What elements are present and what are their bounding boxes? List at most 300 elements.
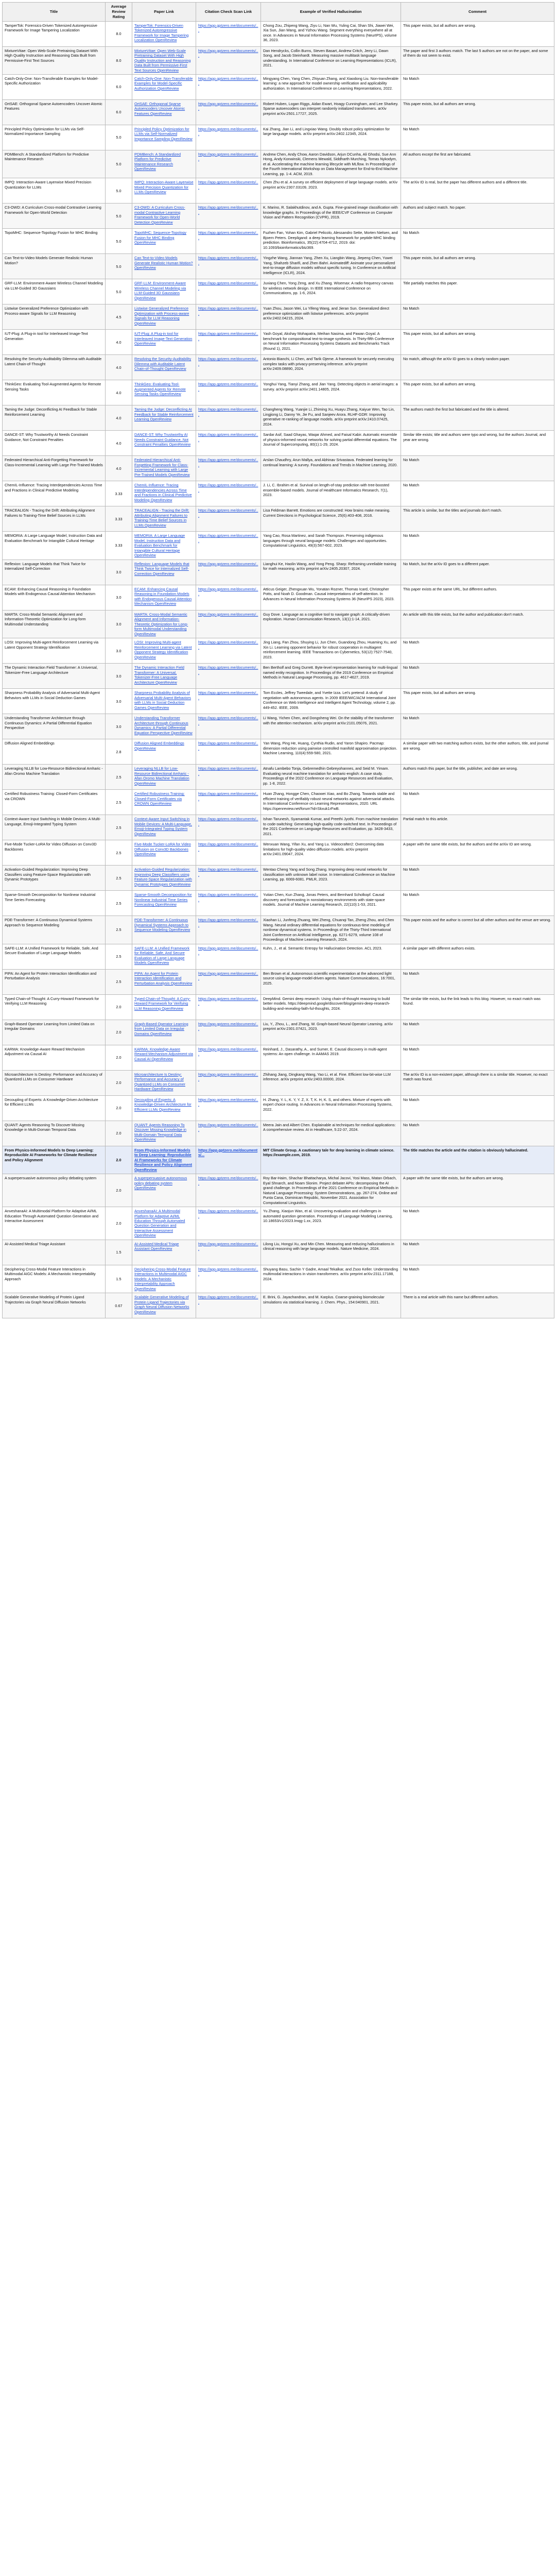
cell-citation-link-text[interactable]: https://app.gptzero.me/documents/...: [198, 1209, 258, 1218]
cell-comment: The title matches the article and the citation is obviously hallucinated.: [401, 1146, 554, 1174]
cell-citation-link[interactable]: [196, 481, 261, 506]
cell-paper-link-text[interactable]: From Physics-Informed Models to Deep Learning: Reproducible AI Frameworks for Climate Resilience and Policy Alignment OpenReview: [134, 1147, 193, 1172]
cell-citation-link[interactable]: [196, 21, 261, 46]
cell-paper-link[interactable]: [132, 1207, 196, 1240]
cell-paper-link[interactable]: [132, 355, 196, 380]
cell-rating: 5.0: [106, 125, 132, 150]
cell-citation-link-text[interactable]: https://app.gptzero.me/documents/...: [198, 892, 258, 902]
cell-paper-link-text[interactable]: Catch-Only-One: Non-Transferable Examples for Model-Specific Authorization OpenReview: [134, 76, 193, 91]
table-row: [3, 815, 554, 840]
cell-citation-link[interactable]: [196, 944, 261, 969]
cell-comment: No Match: [401, 866, 554, 891]
cell-paper-link[interactable]: [132, 765, 196, 790]
cell-example: K. Marino, R. Salakhutdinov, and A. Gupta. Fine-grained image classification with knowledge graphs. In Proceedings of the IEEE/CVF Conference on Computer Vision and Pattern Recognition (CVPR), 2019.: [261, 204, 401, 229]
cell-paper-link-text[interactable]: Context-Aware Input Switching in Mobile Devices: A Multi-Language, Emoji-Integrated Typing System OpenReview: [134, 817, 192, 836]
cell-citation-link-text[interactable]: https://app.gptzero.me/documents/...: [198, 483, 258, 493]
cell-citation-link-text[interactable]: https://app.gptzero.me/documents/...: [198, 76, 258, 86]
cell-paper-link[interactable]: [132, 178, 196, 204]
cell-citation-link[interactable]: [196, 178, 261, 204]
cell-citation-link-text[interactable]: https://app.gptzero.me/documents/...: [198, 306, 258, 316]
cell-citation-link[interactable]: [196, 840, 261, 866]
cell-paper-link[interactable]: [132, 714, 196, 739]
cell-citation-link[interactable]: [196, 739, 261, 765]
cell-citation-link[interactable]: [196, 916, 261, 944]
cell-paper-link[interactable]: [132, 664, 196, 689]
cell-citation-link-text[interactable]: https://app.gptzero.me/documents/...: [198, 1097, 258, 1107]
cell-paper-link[interactable]: [132, 46, 196, 74]
cell-paper-link[interactable]: [132, 916, 196, 944]
cell-title: Catch-Only-One: Non-Transferable Examples for Model-Specific Authorization: [3, 75, 106, 100]
cell-rating: 3.0: [106, 585, 132, 610]
cell-citation-link[interactable]: [196, 100, 261, 125]
cell-citation-link-text[interactable]: https://app.gptzero.me/documents/...: [198, 1241, 258, 1251]
cell-citation-link[interactable]: [196, 689, 261, 714]
cell-citation-link[interactable]: [196, 815, 261, 840]
cell-citation-link[interactable]: [196, 664, 261, 689]
cell-example: Roy Bar-Haim, Shachar Bhattacharya, Michal Jacovi, Yosi Mass, Matan Orbach, Eyal Shnarch, and Noam Slonim. Project debater APIs: decomposing the AI grand challenge. In Proceedings of the 2021 Conference on Empirical Methods in Natural Language Processing: System Demonstrations, pp. 267-274, Online and Punta Cana, Dominican Republic, November 2021. Association for Computational Linguistics.: [261, 1174, 401, 1207]
cell-example: Reinhard, J., Dasarathy, A., and Sumer, E. Causal discovery in multi-agent systems: An open challenge. In AAMAS 2019.: [261, 1045, 401, 1070]
cell-citation-link[interactable]: [196, 1020, 261, 1045]
cell-title: From Physics-Informed Models to Deep Learning: Reproducible AI Frameworks for Climate Resilience and Policy Alignment: [3, 1146, 106, 1174]
cell-paper-link[interactable]: [132, 229, 196, 254]
cell-paper-link-text[interactable]: Can Text-to-Video Models Generate Realistic Human Motion? OpenReview: [134, 256, 193, 270]
cell-citation-link-text[interactable]: https://app.gptzero.me/documents/...: [198, 407, 258, 417]
cell-paper-link[interactable]: [132, 405, 196, 431]
cell-paper-link-text[interactable]: Sparse-Smooth Decomposition for Nonlinear Industrial Time Series Forecasting OpenReview: [134, 892, 192, 907]
cell-citation-link-text[interactable]: https://app.gptzero.me/documents/...: [198, 432, 258, 442]
cell-title: QUANT: Agents Reasoning To Discover Missing Knowledge in Multi-Domain Temporal Data: [3, 1121, 106, 1146]
cell-example: Liu, Y., Zhou, L., and Zhang, W. Graph-based Neural Operator Learning. arXiv preprint arXiv:2301.07421, 2023.: [261, 1020, 401, 1045]
cell-paper-link[interactable]: [132, 1174, 196, 1207]
cell-comment: The paper and first 3 authors match. The last 5 authors are not on the paper, and some of them do not seem to exist.: [401, 46, 554, 74]
cell-rating: 3.0: [106, 610, 132, 638]
cell-citation-link-text[interactable]: https://app.gptzero.me/documents/...: [198, 180, 258, 190]
cell-paper-link-text[interactable]: The Dynamic Interaction Field Transformer: A Universal, Tokenizer-Free Language Architecture OpenReview: [134, 665, 184, 685]
cell-paper-link[interactable]: [132, 1146, 196, 1174]
cell-citation-link-text[interactable]: https://app.gptzero.me/documents/...: [198, 382, 258, 392]
cell-title: Leveraging NLLB for Low-Resource Bidirectional Amharic - Afan Oromo Machine Translation: [3, 765, 106, 790]
cell-paper-link-text[interactable]: Microarchitecture Is Destiny: Performance and Accuracy of Quantized LLMs on Consumer Hardware OpenReview: [134, 1072, 185, 1092]
cell-paper-link[interactable]: [132, 969, 196, 994]
cell-title: TamperTok: Forensics-Driven Tokenized Autoregressive Framework for Image Tampering Localization: [3, 21, 106, 46]
cell-citation-link[interactable]: [196, 355, 261, 380]
cell-paper-link-text[interactable]: AnveshanaAI: A Multimodal Platform for Adaptive AI/ML Education Through Automated Question Generation and Interactive Assessment OpenReview: [134, 1209, 185, 1238]
cell-paper-link-text[interactable]: PIPA: An Agent for Protein Interaction Identification and Perturbation Analysis OpenReview: [134, 971, 193, 986]
cell-title: Sharpness Probability Analysis of Adversarial Multi-Agent Behaviors with LLMs in Social Deduction Games: [3, 689, 106, 714]
cell-paper-link-text[interactable]: Principled Policy Optimization for LLMs via Self-Normalized Importance Sampling OpenReview: [134, 127, 193, 141]
cell-rating: 3.0: [106, 560, 132, 585]
cell-citation-link-text[interactable]: https://app.gptzero.me/documents/...: [198, 1021, 258, 1031]
cell-title: Decoupling of Experts: A Knowledge-Driven Architecture for Efficient LLMs: [3, 1095, 106, 1121]
cell-comment: The arXiv ID is real, but the paper has different authors and a different title.: [401, 178, 554, 204]
cell-paper-link[interactable]: [132, 560, 196, 585]
cell-title: Five-Mode Tucker-LoRA for Video Diffusion on Conv3D Backbones: [3, 840, 106, 866]
cell-paper-link-text[interactable]: Typed Chain-of-Thought: A Curry-Howard Framework for Verifying LLM Reasoning OpenReview: [134, 996, 191, 1011]
cell-paper-link-text[interactable]: ECAM: Enhancing Causal Reasoning in Foundation Models with Endogenous Causal Attention Mechanism OpenReview: [134, 586, 192, 606]
cell-citation-link[interactable]: [196, 75, 261, 100]
cell-title: LOSI: Improving Multi-agent Reinforcement Learning via Latent Opponent Strategy Identification: [3, 638, 106, 664]
cell-citation-link[interactable]: [196, 1293, 261, 1318]
cell-comment: A paper with the same title exists, but the authors and the arXiv ID are wrong.: [401, 840, 554, 866]
cell-paper-link[interactable]: [132, 739, 196, 765]
cell-citation-link-text[interactable]: https://app.gptzero.me/documents/...: [198, 357, 258, 366]
cell-example: J. Li, C. Ibrahim et al. Survival on length-of-stay prediction with tree-boosted ensemble-based models. Journal of Healthcare Informatics Research, 7(1), 2023.: [261, 481, 401, 506]
cell-paper-link[interactable]: [132, 815, 196, 840]
cell-citation-link[interactable]: [196, 204, 261, 229]
table-row: [3, 994, 554, 1020]
cell-comment: No Match: [401, 1265, 554, 1293]
table-row: [3, 1045, 554, 1070]
cell-paper-link-text[interactable]: Activation-Guided Regularization: Improving Deep Classifiers using Feature-Space Regularization with Dynamic Prototypes OpenReview: [134, 867, 192, 887]
cell-paper-link[interactable]: [132, 380, 196, 405]
header-examples[interactable]: Example of Verified Hallucination: [261, 3, 401, 22]
cell-citation-link[interactable]: [196, 585, 261, 610]
cell-paper-link[interactable]: [132, 1293, 196, 1318]
cell-rating: 2.5: [106, 969, 132, 994]
cell-citation-link[interactable]: [196, 1265, 261, 1293]
cell-citation-link[interactable]: [196, 560, 261, 585]
cell-comment: All authors except the first are fabricated.: [401, 150, 554, 178]
cell-paper-link[interactable]: [132, 866, 196, 891]
cell-comment: A paper with the same title exists, but the authors are wrong.: [401, 1174, 554, 1207]
cell-paper-link[interactable]: [132, 1240, 196, 1265]
cell-rating: 4.0: [106, 355, 132, 380]
cell-paper-link-text[interactable]: SAFE-LLM: A Unified Framework for Reliable, Safe, And Secure Evaluation of Large Language Models OpenReview: [134, 945, 190, 965]
cell-citation-link-text[interactable]: https://app.gptzero.me/documents/...: [198, 1122, 258, 1132]
cell-citation-link-text[interactable]: https://app.gptzero.me/documents/...: [198, 867, 258, 877]
cell-citation-link[interactable]: [196, 765, 261, 790]
cell-title: Certified Robustness Training: Closed-Form Certificates via CROWN: [3, 790, 106, 815]
cell-citation-link[interactable]: [196, 1121, 261, 1146]
cell-comment: This paper exists, but all authors are wrong.: [401, 100, 554, 125]
cell-paper-link[interactable]: [132, 1070, 196, 1095]
cell-citation-link-text[interactable]: https://app.gptzero.me/documents/...: [198, 842, 258, 852]
cell-rating: 4.0: [106, 330, 132, 355]
cell-rating: 2.5: [106, 840, 132, 866]
cell-citation-link-text[interactable]: https://app.gptzero.me/documents/...: [198, 665, 258, 675]
cell-comment: No Match: [401, 532, 554, 560]
cell-paper-link-text[interactable]: C3-OWD: A Curriculum Cross-modal Contrastive Learning Framework for Open-World Detection OpenReview: [134, 205, 185, 225]
cell-rating: 3.33: [106, 481, 132, 506]
cell-example: Yan Wang, Ping He, Huang, Cynthia Rudin, and Yaron Shapiro. Pacmap: dimension reduction using pairwise controlled manifold approximation projection. Machine Learning, 110(4):559-580, 2021.: [261, 739, 401, 765]
cell-citation-link[interactable]: [196, 506, 261, 532]
cell-citation-link[interactable]: [196, 969, 261, 994]
cell-paper-link[interactable]: [132, 254, 196, 279]
cell-paper-link-text[interactable]: MARTA: Cross-Modal Semantic Alignment and Information-Theoretic Optimization for Long-form Multimodal Understanding OpenReview: [134, 612, 188, 636]
cell-citation-link-text[interactable]: https://app.gptzero.me/documents/...: [198, 256, 258, 265]
cell-citation-link-text[interactable]: https://app.gptzero.me/documents/...: [198, 918, 258, 927]
cell-paper-link[interactable]: [132, 456, 196, 481]
cell-citation-link[interactable]: [196, 532, 261, 560]
cell-citation-link-text[interactable]: https://app.gptzero.me/documents/...: [198, 281, 258, 291]
cell-citation-link-text[interactable]: https://app.gptzero.me/documents/...: [198, 127, 258, 137]
cell-citation-link[interactable]: [196, 229, 261, 254]
cell-title: AI-Assisted Medical Triage Assistant: [3, 1240, 106, 1265]
cell-citation-link-text[interactable]: https://app.gptzero.me/documents/...: [198, 1147, 258, 1158]
header-rating[interactable]: Average Review Rating: [106, 3, 132, 22]
header-title[interactable]: Title: [3, 3, 106, 22]
cell-paper-link[interactable]: [132, 1265, 196, 1293]
cell-citation-link[interactable]: [196, 279, 261, 304]
cell-paper-link[interactable]: [132, 431, 196, 456]
cell-paper-link[interactable]: [132, 840, 196, 866]
cell-citation-link[interactable]: [196, 405, 261, 431]
cell-paper-link-text[interactable]: Certified Robustness Training: Closed-Form Certificates via CROWN OpenReview: [134, 791, 185, 806]
cell-paper-link-text[interactable]: Leveraging NLLB for Low-Resource Bidirectional Amharic - Afan Oromo Machine Translation OpenReview: [134, 766, 189, 786]
cell-rating: 2.0: [106, 1070, 132, 1095]
cell-title: TRACEALIGN - Tracing the Drift: Attributing Alignment Failures to Training-Time Belief Sources in LLMs: [3, 506, 106, 532]
cell-citation-link-text[interactable]: https://app.gptzero.me/documents/...: [198, 1176, 258, 1185]
cell-citation-link[interactable]: [196, 1174, 261, 1207]
cell-citation-link-text[interactable]: https://app.gptzero.me/documents/...: [198, 48, 258, 58]
cell-rating: 2.0: [106, 1095, 132, 1121]
cell-paper-link-text[interactable]: QUANT: Agents Reasoning To Discover Missing Knowledge in Multi-Domain Temporal Data OpenReview: [134, 1122, 186, 1142]
cell-citation-link-text[interactable]: https://app.gptzero.me/documents/...: [198, 152, 258, 162]
cell-paper-link-text[interactable]: Sharpness Probability Analysis of Adversarial Multi-Agent Behaviors with LLMs in Social Deduction Games OpenReview: [134, 690, 191, 710]
cell-example: Yonghui Yang, Tianyi Zhang, and Jian Yang. Detecting objects in aerial images: a survey. arXiv preprint arXiv:2401.14805, 2024.: [261, 380, 401, 405]
table-row: [3, 178, 554, 204]
cell-paper-link-text[interactable]: TamperTok: Forensics-Driven Tokenized Autoregressive Framework for Image Tampering Localization OpenReview: [134, 23, 189, 43]
cell-citation-link[interactable]: [196, 330, 261, 355]
cell-comment: This paper exists, but all authors are wrong.: [401, 380, 554, 405]
cell-citation-link-text[interactable]: https://app.gptzero.me/documents/...: [198, 205, 258, 215]
cell-paper-link-text[interactable]: IMPQ: Interaction-Aware Layerwise Mixed Precision Quantization for LLMs OpenReview: [134, 180, 194, 195]
cell-comment: A similar paper with two matching authors exists, but the other authors, title, and journal are wrong.: [401, 739, 554, 765]
table-row: [3, 405, 554, 431]
cell-rating: 1.5: [106, 1240, 132, 1265]
cell-citation-link-text[interactable]: https://app.gptzero.me/documents/...: [198, 230, 258, 240]
cell-citation-link[interactable]: [196, 304, 261, 330]
cell-citation-link-text[interactable]: https://app.gptzero.me/documents/...: [198, 331, 258, 341]
cell-comment: This paper exists, but all authors are wrong.: [401, 254, 554, 279]
cell-title: ThinkGeo: Evaluating Tool-Augmented Agents for Remote Sensing Tasks: [3, 380, 106, 405]
cell-comment: This paper exists, but all authors are wrong.: [401, 330, 554, 355]
cell-title: TopoMHC: Sequence-Topology Fusion for MHC Binding: [3, 229, 106, 254]
cell-paper-link[interactable]: [132, 532, 196, 560]
cell-citation-link-text[interactable]: https://app.gptzero.me/documents/...: [198, 457, 258, 467]
cell-citation-link-text[interactable]: https://app.gptzero.me/documents/...: [198, 1072, 258, 1082]
cell-paper-link-text[interactable]: DANCE-ST: Why Trustworthy AI Needs Constraint Guidance, Not Constraint Penalties OpenReview: [134, 432, 191, 447]
cell-paper-link-text[interactable]: A superpersuasive autonomous policy debating system OpenReview: [134, 1176, 187, 1191]
cell-paper-link-text[interactable]: PDMBench: A Standardized Platform for Predictive Maintenance Research OpenReview: [134, 152, 181, 172]
cell-title: Listwise Generalized Preference Optimization with Process-aware Signals for LLM Reasoning: [3, 304, 106, 330]
cell-example: Arslan Chaudhry, Arun Mallya, and Abhinav Srivastava. Federated learning for continual learning: A survey. Foundations and Trends in Machine Learning, 2020.: [261, 456, 401, 481]
cell-citation-link[interactable]: [196, 1070, 261, 1095]
cell-paper-link[interactable]: [132, 330, 196, 355]
cell-title: Typed Chain-of-Thought: A Curry-Howard Framework for Verifying LLM Reasoning: [3, 994, 106, 1020]
cell-citation-link-text[interactable]: https://app.gptzero.me/documents/...: [198, 766, 258, 776]
cell-citation-link-text[interactable]: https://app.gptzero.me/documents/...: [198, 101, 258, 111]
cell-citation-link[interactable]: [196, 1095, 261, 1121]
cell-comment: This paper exists, but all authors are wrong.: [401, 21, 554, 46]
cell-paper-link-text[interactable]: Resolving the Security-Auditability Dilemma with Auditable Latent Chain-of-Thought OpenReview: [134, 357, 192, 371]
cell-paper-link[interactable]: [132, 610, 196, 638]
cell-citation-link-text[interactable]: https://app.gptzero.me/documents/...: [198, 1295, 258, 1304]
cell-comment: The arXiv ID is a non-existent paper, although there is a similar title. However, no exact match was found.: [401, 1070, 554, 1095]
cell-example: Ben Brown et al. Autonomous scientific experimentation at the advanced light source using language-model-driven agents. Nature Communications, 16:7001, 2025.: [261, 969, 401, 994]
cell-citation-link[interactable]: [196, 891, 261, 916]
cell-paper-link[interactable]: [132, 204, 196, 229]
cell-rating: 2.0: [106, 994, 132, 1020]
cell-citation-link[interactable]: [196, 380, 261, 405]
cell-rating: 3.0: [106, 664, 132, 689]
cell-title: ECAM: Enhancing Causal Reasoning in Foundation Models with Endogenous Causal Attention Mechanism: [3, 585, 106, 610]
cell-citation-link-text[interactable]: https://app.gptzero.me/documents/...: [198, 971, 258, 981]
cell-citation-link[interactable]: [196, 125, 261, 150]
cell-citation-link[interactable]: [196, 790, 261, 815]
cell-comment: No Match: [401, 481, 554, 506]
cell-example: Antonio Bianchi, Li Chen, and Tarik Ojeme. A framework for securely executing complex tasks with privacy-preserving inference. arXiv preprint arXiv:2409.08890, 2024.: [261, 355, 401, 380]
cell-paper-link-text[interactable]: GRF-LLM: Environment-Aware Wireless Channel Modeling via LLM-Guided 3D Gaussians OpenReview: [134, 281, 186, 300]
cell-citation-link[interactable]: [196, 254, 261, 279]
cell-citation-link-text[interactable]: https://app.gptzero.me/documents/...: [198, 1046, 258, 1057]
cell-citation-link-text[interactable]: https://app.gptzero.me/documents/...: [198, 1266, 258, 1277]
cell-example: Robert Huben, Logan Riggs, Aidan Ewart, Hoagy Cunningham, and Lee Sharkey. Sparse autoencoders can interpret randomly initialized transformers. arXiv preprint arXiv:2501.17727, 2025.: [261, 100, 401, 125]
cell-paper-link[interactable]: [132, 150, 196, 178]
cell-citation-link[interactable]: [196, 714, 261, 739]
cell-paper-link-text[interactable]: TopoMHC: Sequence-Topology Fusion for MHC Binding OpenReview: [134, 230, 186, 245]
cell-paper-link-text[interactable]: PDE-Transformer: A Continuous Dynamical Systems Approach to Sequence Modeling OpenReview: [134, 918, 190, 933]
cell-citation-link[interactable]: [196, 610, 261, 638]
cell-comment: This article is similar, but the titles and journals don't match.: [401, 506, 554, 532]
cell-example: Yu Zhang, Xiaojun Wan, et al. Uncovering evaluation and challenges in automated question generation. Proceedings of Language Modeling Learning, 10.18653/v1/2023.lmqg-1.xx, 2023.: [261, 1207, 401, 1240]
cell-paper-link[interactable]: [132, 790, 196, 815]
table-row: [3, 765, 554, 790]
cell-paper-link-text[interactable]: Five-Mode Tucker-LoRA for Video Diffusion on Conv3D Backbones OpenReview: [134, 842, 191, 857]
cell-citation-link-text[interactable]: https://app.gptzero.me/documents/...: [198, 945, 258, 956]
cell-paper-link[interactable]: [132, 279, 196, 304]
cell-citation-link-text[interactable]: https://app.gptzero.me/documents/...: [198, 741, 258, 751]
cell-paper-link-text[interactable]: Decoupling of Experts: A Knowledge-Driven Architecture for Efficient LLMs OpenReview: [134, 1097, 192, 1112]
table-row: [3, 355, 554, 380]
cell-comment: No Match, but the arXiv ID goes to a different paper.: [401, 560, 554, 585]
cell-citation-link-text[interactable]: https://app.gptzero.me/documents/...: [198, 508, 258, 518]
cell-comment: No Match: [401, 456, 554, 481]
cell-paper-link[interactable]: [132, 891, 196, 916]
cell-title: Context-Aware Input Switching in Mobile Devices: A Multi-Language, Emoji-Integrated Typing System: [3, 815, 106, 840]
cell-title: Scalable Generative Modeling of Protein Ligand Trajectories via Graph Neural Diffusion Networks: [3, 1293, 106, 1318]
cell-paper-link-text[interactable]: MEMORIA: A Large Language Model, Instruction Data and Evaluation Benchmark for Intangible Cultural Heritage OpenReview: [134, 533, 185, 558]
cell-paper-link-text[interactable]: MixtureVitae: Open Web-Scale Pretraining Dataset With High Quality Instruction and Reasoning Data Built from Permissive-First Text Sources OpenReview: [134, 48, 191, 73]
cell-paper-link[interactable]: [132, 1020, 196, 1045]
cell-citation-link[interactable]: [196, 150, 261, 178]
cell-citation-link[interactable]: [196, 1207, 261, 1240]
cell-paper-link[interactable]: [132, 1095, 196, 1121]
cell-paper-link-text[interactable]: IUT-Plug: A Plug-in tool for Interleaved Image-Text Generation OpenReview: [134, 331, 193, 346]
cell-citation-link-text[interactable]: https://app.gptzero.me/documents/...: [198, 23, 258, 33]
cell-citation-link-text[interactable]: https://app.gptzero.me/documents/...: [198, 791, 258, 801]
cell-paper-link[interactable]: [132, 638, 196, 664]
cell-paper-link-text[interactable]: ThinkGeo: Evaluating Tool-Augmented Agents for Remote Sensing Tasks OpenReview: [134, 382, 186, 397]
cell-citation-link-text[interactable]: https://app.gptzero.me/documents/...: [198, 996, 258, 1006]
cell-citation-link[interactable]: [196, 638, 261, 664]
header-comment[interactable]: Comment: [401, 3, 554, 22]
cell-citation-link[interactable]: [196, 1146, 261, 1174]
cell-paper-link-text[interactable]: Understanding Transformer Architecture through Continuous Dynamics: A Partial Differential Equation Perspective OpenReview: [134, 716, 193, 735]
cell-example: Atnafu Lambebo Tonja, Gebremedhin Gebreyohannes, and Seid M. Yimam. Evaluating neural machine translation for amharic-english: A case study. Proceedings of the 2022 Conference on Language Resources and Evaluation, pp. 1-8, 2022.: [261, 765, 401, 790]
cell-title: Principled Policy Optimization for LLMs via Self-Normalized Importance Sampling: [3, 125, 106, 150]
cell-paper-link-text[interactable]: Scalable Generative Modeling of Protein Ligand Trajectories via Graph Neural Diffusion Networks OpenReview: [134, 1295, 189, 1314]
cell-comment: No Match: [401, 125, 554, 150]
cell-paper-link[interactable]: [132, 689, 196, 714]
cell-comment: No Match: [401, 891, 554, 916]
cell-citation-link[interactable]: [196, 46, 261, 74]
cell-paper-link[interactable]: [132, 944, 196, 969]
cell-title: A superpersuasive autonomous policy debating system: [3, 1174, 106, 1207]
cell-paper-link[interactable]: [132, 75, 196, 100]
cell-citation-link-text[interactable]: https://app.gptzero.me/documents/...: [198, 690, 258, 700]
cell-title: Sparse-Smooth Decomposition for Nonlinear Industrial Time Series Forecasting: [3, 891, 106, 916]
cell-title: Microarchitecture Is Destiny: Performance and Accuracy of Quantized LLMs on Consumer Hardware: [3, 1070, 106, 1095]
cell-example: Lianghui Ke, Haolin Wang, and Yong Peng. Sharp: Reframing unreliable training for math reasoning. arXiv preprint arXiv:2405.20307, 2024.: [261, 560, 401, 585]
cell-paper-link-text[interactable]: Listwise Generalized Preference Optimization with Process-aware Signals for LLM Reasoning OpenReview: [134, 306, 189, 326]
cell-comment: An article with this title exists, but the author and publication don't match.: [401, 610, 554, 638]
cell-paper-link-text[interactable]: LOSI: Improving Multi-agent Reinforcement Learning via Latent Opponent Strategy Identification OpenReview: [134, 640, 192, 659]
cell-paper-link-text[interactable]: TRACEALIGN - Tracing the Drift: Attributing Alignment Failures to Training-Time Belief Sources in LLMs OpenReview: [134, 508, 189, 528]
cell-citation-link-text[interactable]: https://app.gptzero.me/documents/...: [198, 817, 258, 826]
cell-paper-link[interactable]: [132, 1121, 196, 1146]
cell-citation-link[interactable]: [196, 994, 261, 1020]
cell-paper-link-text[interactable]: KARMA: Knowledge-Aware Reward Mechanism Adjustment via Causal AI OpenReview: [134, 1046, 193, 1061]
cell-citation-link[interactable]: [196, 1240, 261, 1265]
cell-citation-link[interactable]: [196, 866, 261, 891]
cell-citation-link-text[interactable]: https://app.gptzero.me/documents/...: [198, 586, 258, 597]
cell-paper-link-text[interactable]: Reflexion: Language Models that Think Twice for Internalized Self-Correction OpenReview: [134, 561, 189, 576]
cell-citation-link[interactable]: [196, 431, 261, 456]
cell-paper-link[interactable]: [132, 481, 196, 506]
table-row: [3, 790, 554, 815]
cell-example: H. Zhang, Y. L, K. Y, Y. Z, X. T, K. H, K. S, and others. Mixture of experts with expert choice routing. In Advances in Neural Information Processing Systems, 2022.: [261, 1095, 401, 1121]
cell-paper-link-text[interactable]: Taming the Judge: Deconflicting AI Feedback for Stable Reinforcement Learning OpenReview: [134, 407, 194, 422]
cell-citation-link[interactable]: [196, 456, 261, 481]
cell-paper-link-text[interactable]: Federated Hierarchical Anti-Forgetting Framework for Class-Incremental Learning with Large Pre-Trained Models OpenReview: [134, 457, 190, 477]
cell-comment: No match, although the arXiv ID goes to a clearly random paper.: [401, 355, 554, 380]
cell-paper-link[interactable]: [132, 994, 196, 1020]
cell-paper-link-text[interactable]: OrtSAE: Orthogonal Sparse Autoencoders Uncover Atomic Features OpenReview: [134, 101, 185, 116]
cell-paper-link[interactable]: [132, 1045, 196, 1070]
table-row: [3, 304, 554, 330]
cell-paper-link[interactable]: [132, 585, 196, 610]
cell-paper-link[interactable]: [132, 21, 196, 46]
cell-citation-link[interactable]: [196, 1045, 261, 1070]
cell-paper-link[interactable]: [132, 506, 196, 532]
cell-paper-link-text[interactable]: Graph-Based Operator Learning from Limited Data on Irregular Domains OpenReview: [134, 1021, 188, 1036]
cell-paper-link-text[interactable]: Diffusion Aligned Embeddings OpenReview: [134, 741, 184, 751]
cell-citation-link-text[interactable]: https://app.gptzero.me/documents/...: [198, 716, 258, 725]
cell-paper-link[interactable]: [132, 100, 196, 125]
cell-citation-link-text[interactable]: https://app.gptzero.me/documents/...: [198, 612, 258, 622]
table-row: [3, 1240, 554, 1265]
cell-comment: No Match: [401, 1095, 554, 1121]
cell-example: Fuzhen Fan, Yohan Kim, Gabriel Pelicolo, Alessandro Sette, Morten Nielsen, and Bjoern Peters. Deepligand: a deep learning framework for peptide-MHC binding prediction. Bioinformatics, 35(22):4704-4712, 2019. doi: 10.1093/bioinformatics/btz369.: [261, 229, 401, 254]
cell-paper-link-text[interactable]: AI-Assisted Medical Triage Assistant OpenReview: [134, 1241, 179, 1251]
cell-paper-link-text[interactable]: Deciphering Cross-Modal Feature Interactions in Multimodal AIGC Models: A Mechanistic Interpretability Approach OpenReview: [134, 1266, 191, 1291]
cell-rating: 2.8: [106, 739, 132, 765]
table-row: [3, 254, 554, 279]
cell-paper-link[interactable]: [132, 125, 196, 150]
table-row: [3, 100, 554, 125]
cell-example: Sardar Asif, Saad Ghayas, Waqar Ahmed, and Faisal Kabir. Automatic ensemble of physics-informed neural networks for solving partial differential equations. The Journal of Supercomputing, 80(1):1-29, 2024.: [261, 431, 401, 456]
cell-paper-link-text[interactable]: ChemIL-Influence: Tracing Interdependencies Across Time and Fractions in Clinical Predictive Modeling OpenReview: [134, 483, 192, 502]
header-paper-link[interactable]: Paper Link: [132, 3, 196, 22]
cell-citation-link-text[interactable]: https://app.gptzero.me/documents/...: [198, 561, 258, 571]
cell-citation-link-text[interactable]: https://app.gptzero.me/documents/...: [198, 533, 258, 543]
cell-title: PIPA: An Agent for Protein Interaction Identification and Perturbation Analysis: [3, 969, 106, 994]
cell-example: Dan Hendrycks, Collin Burns, Steven Basart, Andrew Critch, Jerry Li, Dawn Song, and Jacob Steinhardt. Measuring massive multitask language understanding. In International Conference on Learning Representations (ICLR), 2021.: [261, 46, 401, 74]
header-citation-link[interactable]: Citation Check Scan Link: [196, 3, 261, 22]
cell-paper-link[interactable]: [132, 304, 196, 330]
cell-citation-link-text[interactable]: https://app.gptzero.me/documents/...: [198, 640, 258, 650]
